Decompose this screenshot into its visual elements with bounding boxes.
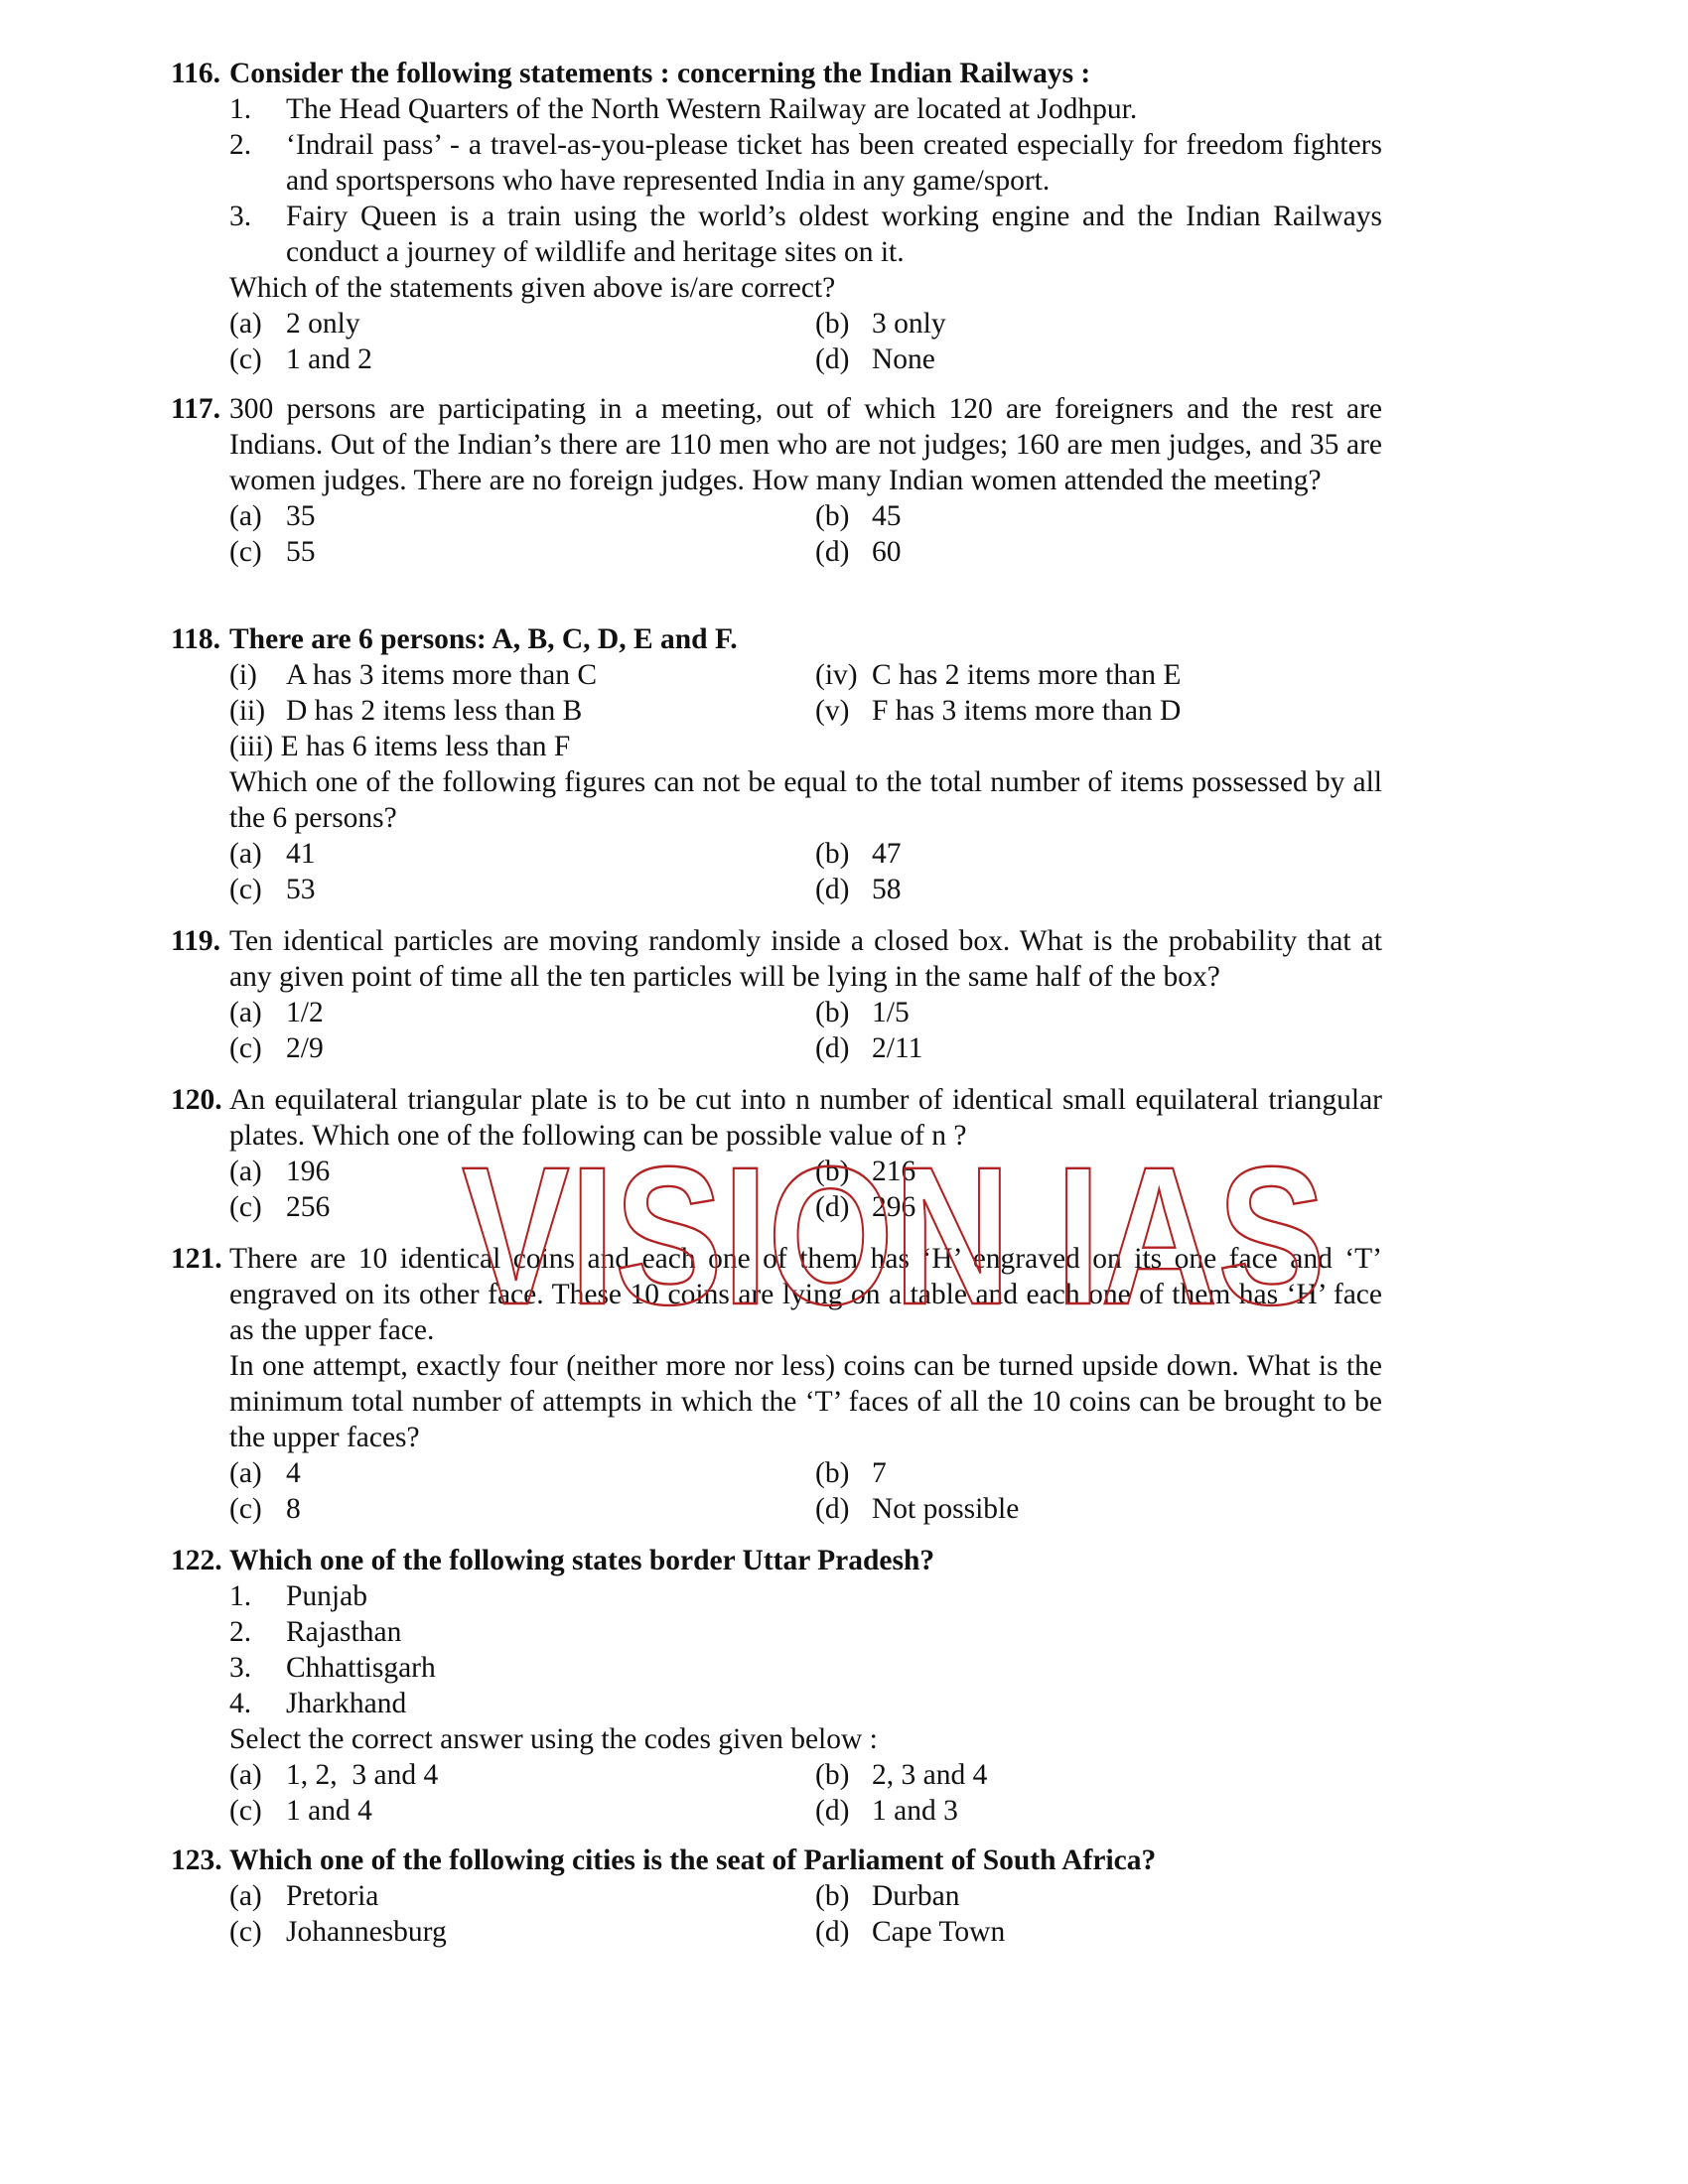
question-text: 300 persons are participating in a meeting, out of which 120 are foreigners and the rest are Indians. Out of the Indian’s there are 110 men who are not judges; 160 are men judges, and 35 are women judges. There are no foreign judges. How many Indian women attended the meeting? [229, 393, 1382, 496]
option-label: (a) [229, 500, 262, 532]
option-text: 45 [872, 500, 902, 532]
answer-options [229, 1878, 1382, 1950]
option-label: (c) [229, 1032, 262, 1064]
condition-text: A has 3 items more than C [286, 659, 597, 691]
option-label: (c) [229, 536, 262, 568]
condition-label: (iv) [815, 659, 858, 691]
option-text: 296 [872, 1191, 916, 1223]
watermark-text: VISION IAS [462, 1157, 1326, 1315]
answer-options [229, 1757, 1382, 1829]
option-label: (d) [815, 1191, 850, 1223]
option-label: (b) [815, 308, 850, 340]
statement-text: The Head Quarters of the North Western Railway are located at Jodhpur. [286, 93, 1138, 125]
option-a[interactable] [229, 995, 815, 1030]
option-text: Durban [872, 1880, 960, 1912]
answer-options [229, 306, 1382, 377]
statement-text: ‘Indrail pass’ - a travel-as-you-please ticket has been created especially for freedom fighters and sportspersons who have represented India in any game/sport. [286, 129, 1382, 197]
question-text: There are 6 persons: A, B, C, D, E and F. [229, 623, 738, 655]
option-label: (b) [815, 1156, 850, 1187]
option-label: (a) [229, 1759, 262, 1791]
option-text: 4 [286, 1457, 301, 1489]
option-text: 47 [872, 838, 902, 870]
option-b[interactable] [815, 1878, 1382, 1914]
option-text: 256 [286, 1191, 331, 1223]
condition-item [229, 693, 815, 729]
option-text: 216 [872, 1156, 916, 1187]
option-label: (c) [229, 343, 262, 375]
option-text: 1 and 2 [286, 343, 372, 375]
option-text: 35 [286, 500, 316, 532]
option-label: (c) [229, 1191, 262, 1223]
question-text: Consider the following statements : concerning the Indian Railways : [229, 58, 1091, 89]
option-label: (a) [229, 1156, 262, 1187]
condition-text: C has 2 items more than E [872, 659, 1182, 691]
question-119 [229, 923, 1382, 1066]
question-text: There are 10 identical coins and each one of them has ‘H’ engraved on its one face and ‘T’ engraved on its other face. These 10 coins are lying on a table and each one of them has ‘H’ face as the upper face. [229, 1243, 1382, 1346]
option-label: (a) [229, 997, 262, 1028]
question-117 [229, 391, 1382, 570]
statement-number: 2. [229, 129, 252, 161]
question-number: 123. [171, 1844, 222, 1876]
condition-label: (v) [815, 695, 850, 727]
option-text: Johannesburg [286, 1916, 447, 1948]
question-text: Ten identical particles are moving randomly inside a closed box. What is the probability that at any given point of time all the ten particles will be lying in the same half of the box? [229, 925, 1382, 993]
option-d[interactable] [815, 872, 1382, 907]
statement-text: Rajasthan [286, 1616, 402, 1648]
question-number: 117. [171, 393, 220, 425]
option-b[interactable] [815, 1757, 1382, 1793]
statement-text: Chhattisgarh [286, 1652, 436, 1684]
option-text: Not possible [872, 1493, 1020, 1525]
option-text: 2 only [286, 308, 360, 340]
question-number: 116. [171, 58, 220, 89]
condition-list [229, 657, 1382, 729]
statement-text: Jharkhand [286, 1688, 407, 1719]
option-c[interactable] [229, 1914, 815, 1950]
option-label: (a) [229, 1457, 262, 1489]
statement-item [229, 1650, 1382, 1686]
question-prompt: Which of the statements given above is/are correct? [229, 272, 836, 304]
question-123 [229, 1843, 1382, 1950]
option-label: (c) [229, 874, 262, 905]
option-label: (b) [815, 1880, 850, 1912]
condition-item [815, 693, 1382, 729]
option-text: 1/2 [286, 997, 324, 1028]
option-b[interactable] [815, 498, 1382, 534]
statement-item [229, 1578, 1382, 1614]
option-label: (c) [229, 1916, 262, 1948]
option-c[interactable] [229, 872, 815, 907]
condition-item: (iii) E has 6 items less than F [229, 731, 571, 762]
option-b[interactable] [815, 836, 1382, 872]
question-number: 121. [171, 1243, 222, 1275]
question-text: An equilateral triangular plate is to be cut into n number of identical small equilateral triangular plates. Which one of the following can be possible value of n ? [229, 1084, 1382, 1152]
option-label: (d) [815, 874, 850, 905]
option-c[interactable] [229, 341, 815, 377]
statement-item [229, 1686, 1382, 1721]
option-text: 3 only [872, 308, 946, 340]
question-number: 119. [171, 925, 220, 957]
question-122 [229, 1543, 1382, 1829]
statement-number: 4. [229, 1688, 252, 1719]
option-text: 1 and 3 [872, 1795, 958, 1827]
option-text: 2/9 [286, 1032, 324, 1064]
condition-label: (i) [229, 659, 257, 691]
condition-item [229, 657, 815, 693]
option-d[interactable] [815, 1793, 1382, 1829]
option-text: 196 [286, 1156, 331, 1187]
statement-number: 3. [229, 1652, 252, 1684]
option-label: (a) [229, 838, 262, 870]
option-label: (c) [229, 1795, 262, 1827]
option-a[interactable] [229, 306, 815, 341]
option-text: 8 [286, 1493, 301, 1525]
option-b[interactable] [815, 306, 1382, 341]
statement-text: Punjab [286, 1580, 367, 1612]
statement-item [229, 91, 1382, 127]
option-text: 2, 3 and 4 [872, 1759, 988, 1791]
option-d[interactable] [815, 1914, 1382, 1950]
question-text: Which one of the following states border Uttar Pradesh? [229, 1545, 935, 1576]
option-d[interactable] [815, 1030, 1382, 1066]
option-c[interactable] [229, 1793, 815, 1829]
option-text: Pretoria [286, 1880, 379, 1912]
statement-item [229, 1614, 1382, 1650]
question-text-continued: In one attempt, exactly four (neither more nor less) coins can be turned upside down. What is the minimum total number of attempts in which the ‘T’ faces of all the 10 coins can be brought to be the upper faces? [229, 1350, 1382, 1453]
option-c[interactable] [229, 534, 815, 570]
answer-options [229, 995, 1382, 1066]
option-text: 41 [286, 838, 316, 870]
option-c[interactable] [229, 1491, 815, 1527]
option-text: 1, 2, 3 and 4 [286, 1759, 439, 1791]
answer-options [229, 836, 1382, 907]
option-label: (d) [815, 1916, 850, 1948]
option-d[interactable] [815, 341, 1382, 377]
option-b[interactable] [815, 995, 1382, 1030]
option-label: (a) [229, 308, 262, 340]
option-text: 53 [286, 874, 316, 905]
statement-number: 2. [229, 1616, 252, 1648]
option-text: 7 [872, 1457, 887, 1489]
option-label: (d) [815, 1795, 850, 1827]
option-text: None [872, 343, 935, 375]
option-a[interactable] [229, 836, 815, 872]
option-label: (d) [815, 1493, 850, 1525]
option-text: 1/5 [872, 997, 910, 1028]
question-prompt: Which one of the following figures can not be equal to the total number of items possessed by all the 6 persons? [229, 766, 1382, 834]
option-text: Cape Town [872, 1916, 1006, 1948]
option-text: 58 [872, 874, 902, 905]
option-label: (c) [229, 1493, 262, 1525]
question-number: 118. [171, 623, 220, 655]
option-a[interactable] [229, 1455, 815, 1491]
question-116 [229, 56, 1382, 377]
option-text: 1 and 4 [286, 1795, 372, 1827]
option-label: (d) [815, 536, 850, 568]
question-118 [229, 621, 1382, 907]
statement-number: 3. [229, 201, 252, 232]
statement-number: 1. [229, 1580, 252, 1612]
option-d[interactable] [815, 534, 1382, 570]
condition-text: F has 3 items more than D [872, 695, 1182, 727]
condition-label: (ii) [229, 695, 266, 727]
question-number: 120. [171, 1084, 222, 1116]
option-label: (b) [815, 997, 850, 1028]
option-label: (b) [815, 838, 850, 870]
statement-item [229, 199, 1382, 270]
option-label: (d) [815, 1032, 850, 1064]
option-a[interactable] [229, 1878, 815, 1914]
option-c[interactable] [229, 1030, 815, 1066]
option-label: (d) [815, 343, 850, 375]
question-text: Which one of the following cities is the seat of Parliament of South Africa? [229, 1844, 1157, 1876]
statement-item [229, 127, 1382, 199]
option-label: (b) [815, 500, 850, 532]
option-label: (b) [815, 1759, 850, 1791]
condition-text: D has 2 items less than B [286, 695, 583, 727]
option-label: (b) [815, 1457, 850, 1489]
statement-text: Fairy Queen is a train using the world’s oldest working engine and the Indian Railways conduct a journey of wildlife and heritage sites on it. [286, 201, 1382, 268]
answer-options [229, 1455, 1382, 1527]
option-a[interactable] [229, 1757, 815, 1793]
option-text: 2/11 [872, 1032, 923, 1064]
question-number: 122. [171, 1545, 222, 1576]
answer-options [229, 498, 1382, 570]
statement-number: 1. [229, 93, 252, 125]
watermark-logo [457, 1157, 1331, 1315]
option-text: 55 [286, 536, 316, 568]
question-prompt: Select the correct answer using the codes given below : [229, 1723, 878, 1755]
option-text: 60 [872, 536, 902, 568]
option-label: (a) [229, 1880, 262, 1912]
option-d[interactable] [815, 1491, 1382, 1527]
option-a[interactable] [229, 498, 815, 534]
option-b[interactable] [815, 1455, 1382, 1491]
condition-item [815, 657, 1382, 693]
